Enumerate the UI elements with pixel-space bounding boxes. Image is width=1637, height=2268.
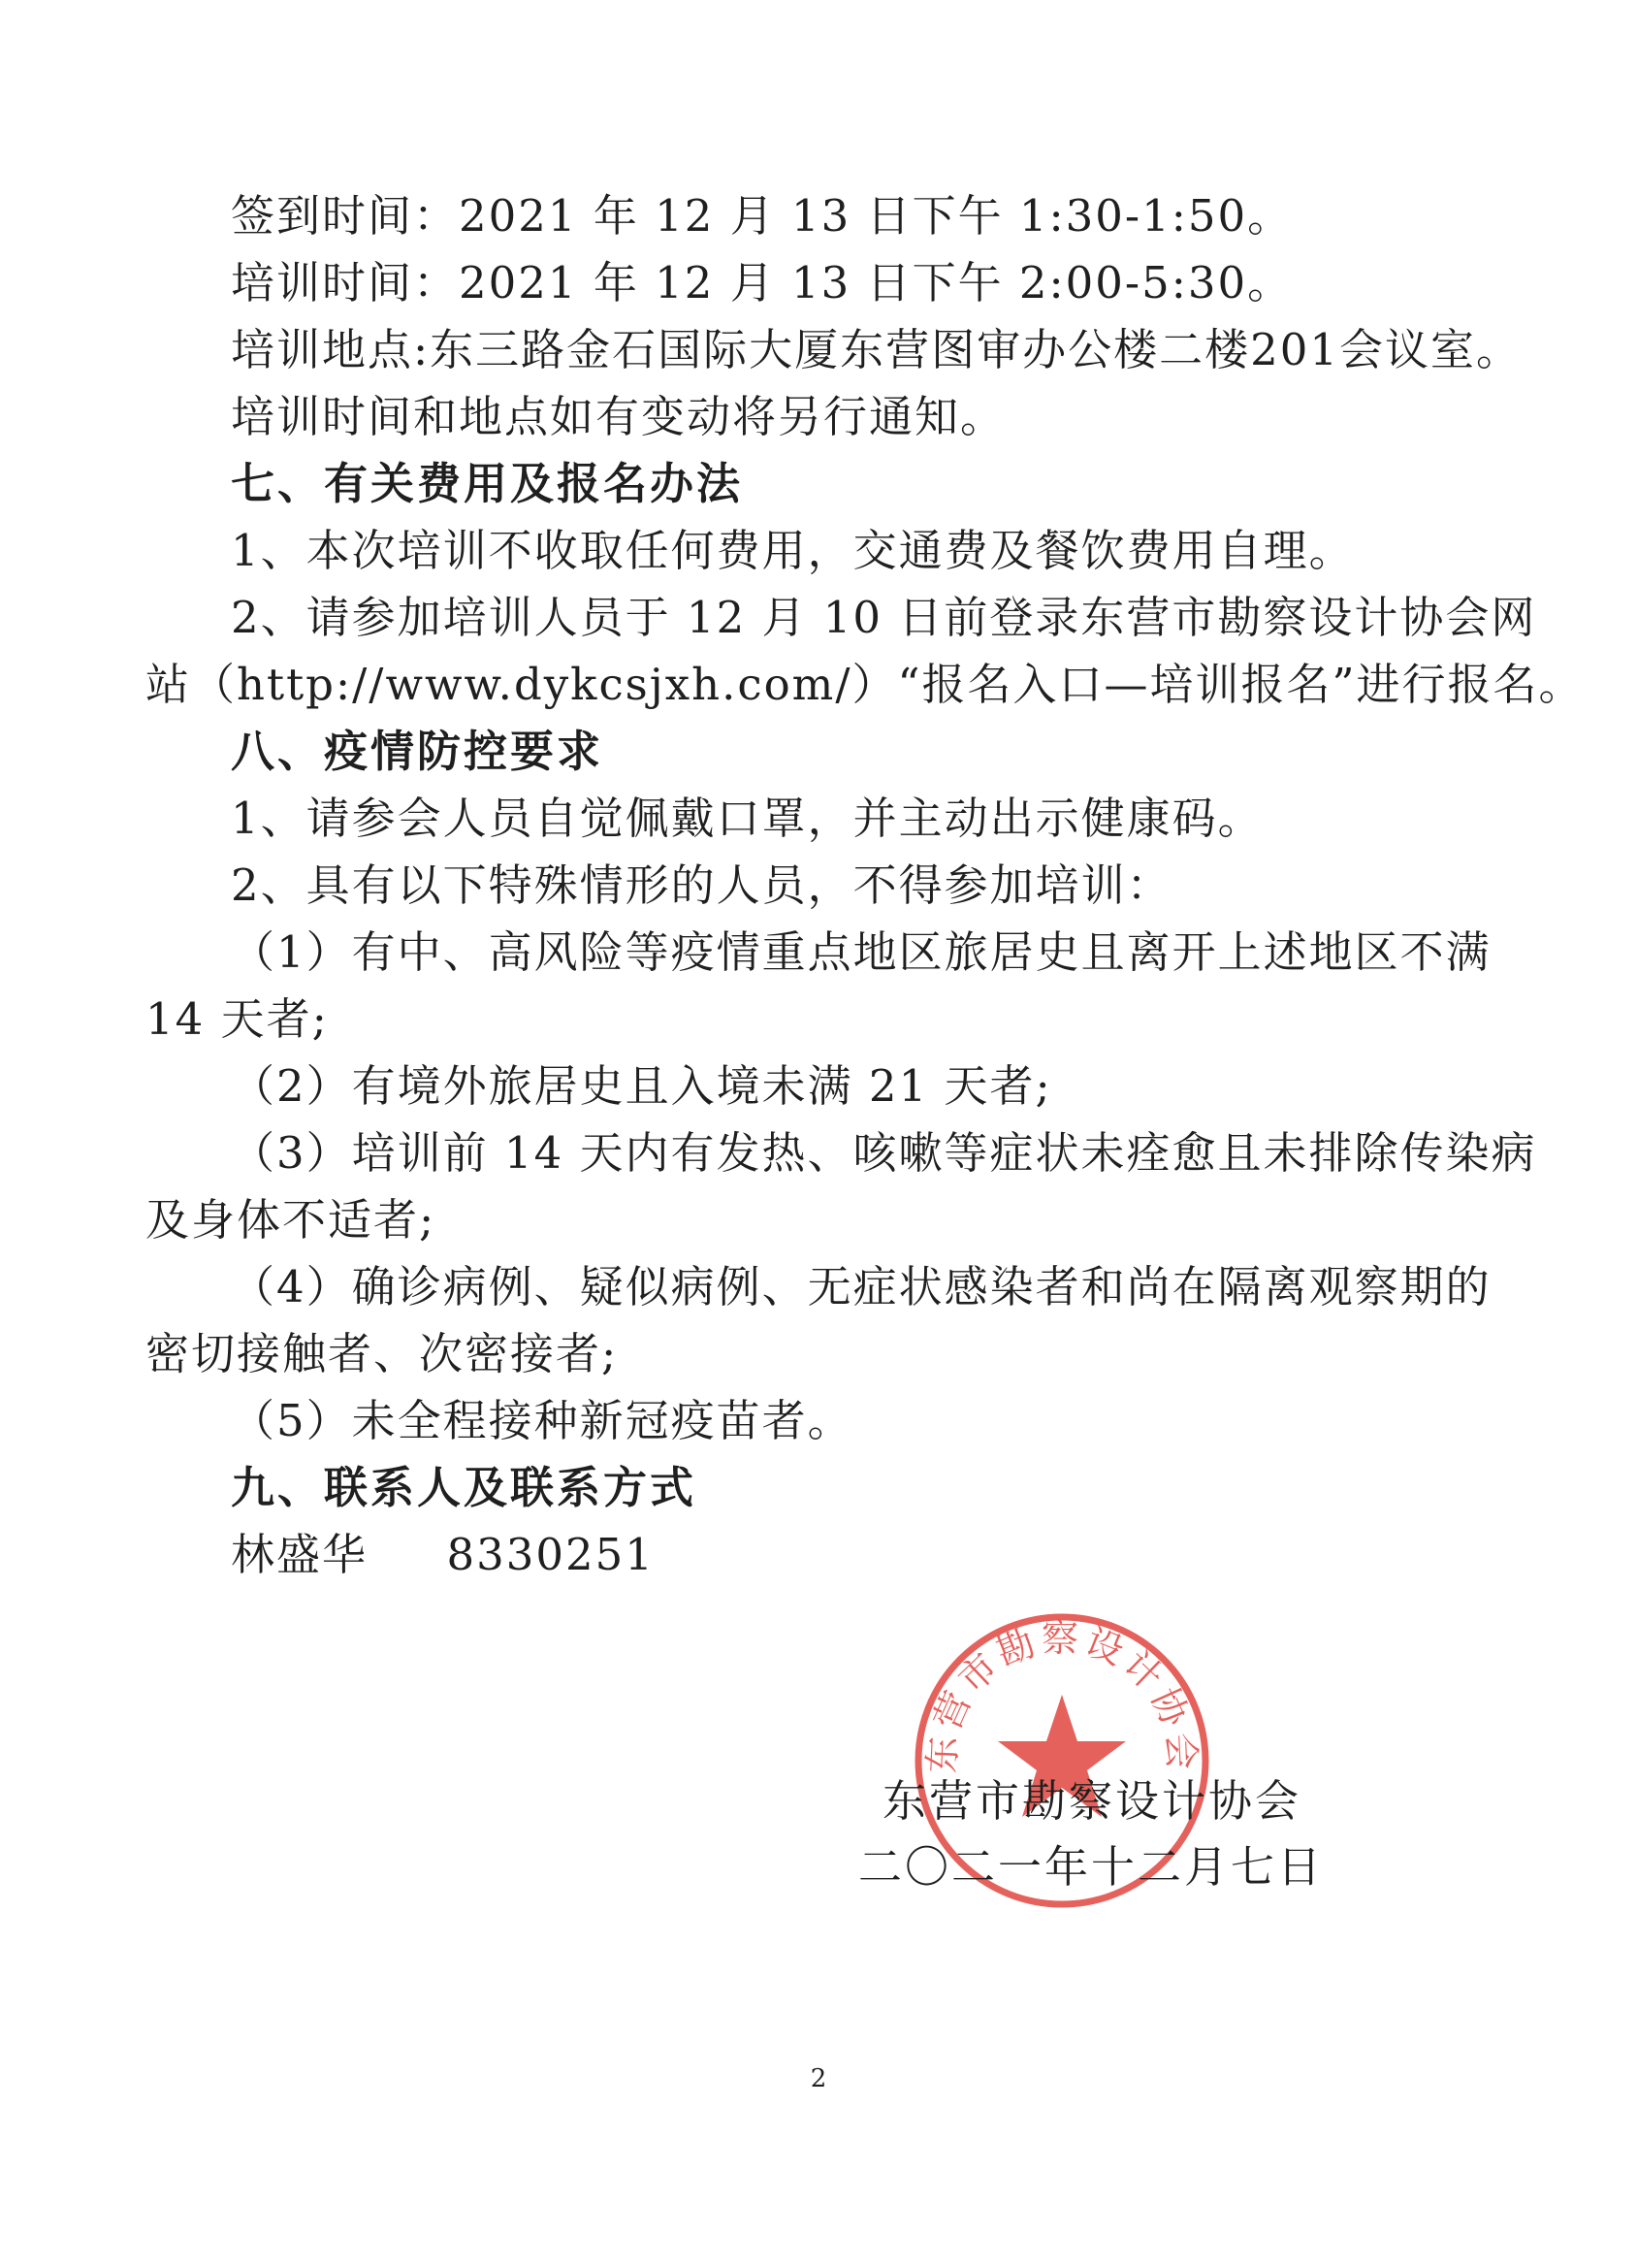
condition-5: （5）未全程接种新冠疫苗者。: [231, 1395, 853, 1446]
condition-1-line-1: （1）有中、高风险等疫情重点地区旅居史且离开上述地区不满: [231, 926, 1492, 978]
section-7-item-2-line-1: 2、请参加培训人员于 12 月 10 日前登录东营市勘察设计协会网: [231, 592, 1537, 643]
page-number: 2: [810, 2064, 827, 2093]
condition-1-line-2: 14 天者;: [145, 993, 329, 1045]
condition-4-line-2: 密切接触者、次密接者;: [145, 1328, 619, 1379]
signature-org: 东营市勘察设计协会: [883, 1775, 1302, 1827]
condition-4-line-1: （4）确诊病例、疑似病例、无症状感染者和尚在隔离观察期的: [231, 1261, 1492, 1312]
section-9-heading: 九、联系人及联系方式: [231, 1462, 697, 1513]
condition-3-line-1: （3）培训前 14 天内有发热、咳嗽等症状未痊愈且未排除传染病: [231, 1127, 1537, 1179]
section-7-item-1: 1、本次培训不收取任何费用，交通费及餐饮费用自理。: [231, 525, 1355, 576]
change-notice: 培训时间和地点如有变动将另行通知。: [231, 391, 1007, 442]
training-time: 培训时间：2021 年 12 月 13 日下午 2:00-5:30。: [231, 257, 1294, 308]
condition-3-line-2: 及身体不适者;: [145, 1194, 436, 1246]
condition-2: （2）有境外旅居史且入境未满 21 天者;: [231, 1060, 1052, 1112]
section-8-heading: 八、疫情防控要求: [231, 726, 604, 777]
signature-date: 二〇二一年十二月七日: [858, 1841, 1325, 1893]
section-7-heading: 七、有关费用及报名办法: [231, 458, 744, 509]
section-7-item-2-line-2: 站（http://www.dykcsjxh.com/）“报名入口—培训报名”进行报名。: [145, 659, 1585, 710]
training-location: 培训地点:东三路金石国际大厦东营图审办公楼二楼201会议室。: [231, 324, 1523, 375]
contact-person: 林盛华 8330251: [231, 1529, 655, 1580]
signin-time: 签到时间：2021 年 12 月 13 日下午 1:30-1:50。: [231, 190, 1294, 242]
section-8-item-1: 1、请参会人员自觉佩戴口罩，并主动出示健康码。: [231, 793, 1264, 844]
seal-text: 东营市勘察设计协会: [920, 1617, 1204, 1774]
section-8-item-2: 2、具有以下特殊情形的人员，不得参加培训：: [231, 859, 1172, 911]
